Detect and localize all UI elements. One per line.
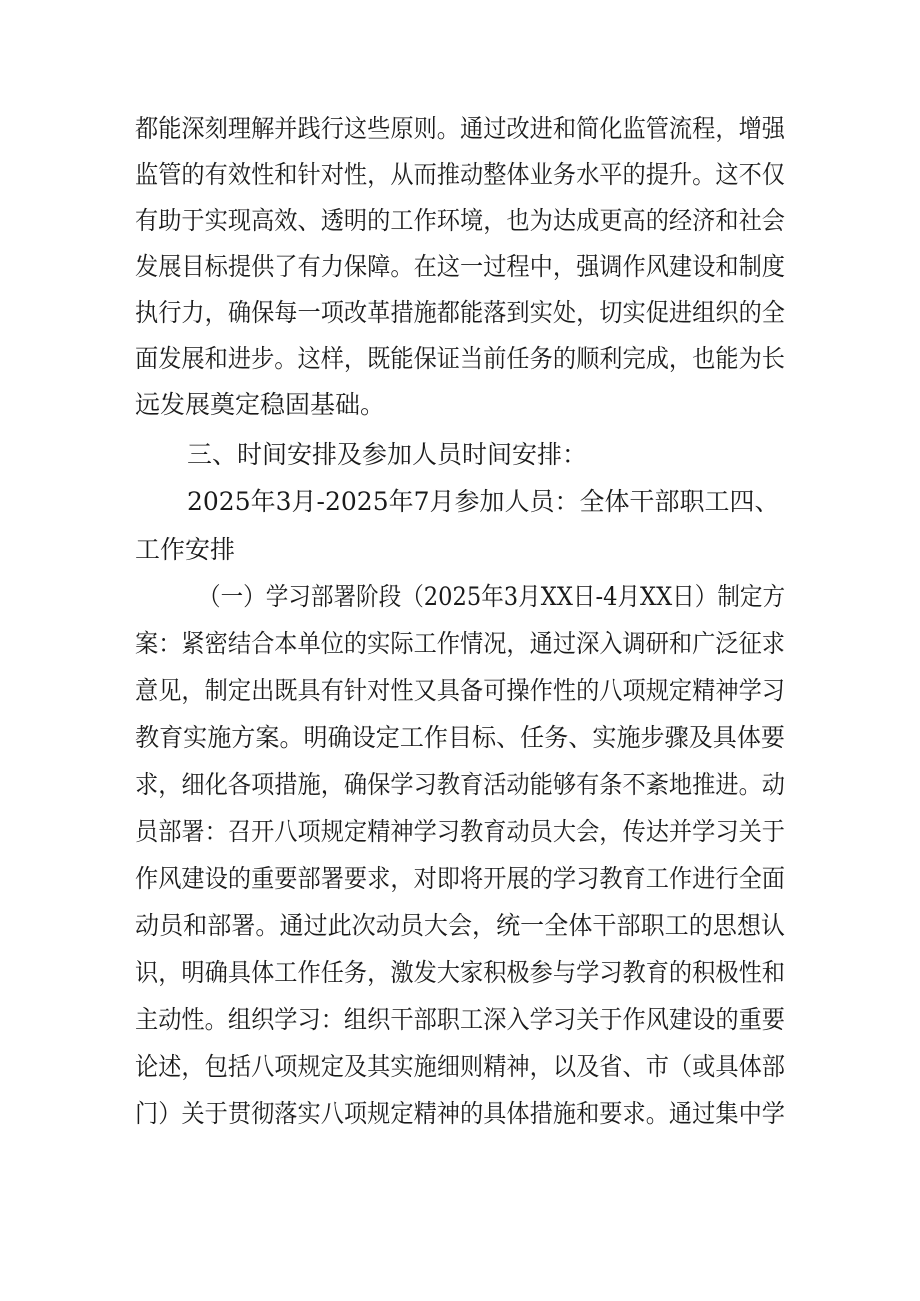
text-line: 面发展和进步。这样，既能保证当前任务的顺利完成，也能为长	[135, 344, 786, 373]
text-line: 求，细化各项措施，确保学习教育活动能够有条不紊地推进。动	[135, 770, 786, 799]
text-line: 教育实施方案。明确设定工作目标、任务、实施步骤及具体要	[135, 723, 786, 752]
text-line: 主动性。组织学习：组织干部职工深入学习关于作风建设的重要	[135, 1005, 786, 1034]
text-line: 作风建设的重要部署要求，对即将开展的学习教育工作进行全面	[135, 864, 786, 893]
text-line: 意见，制定出既具有针对性又具备可操作性的八项规定精神学习	[135, 676, 786, 705]
text-line: 门）关于贯彻落实八项规定精神的具体措施和要求。通过集中学	[135, 1099, 786, 1128]
text-line: 案：紧密结合本单位的实际工作情况，通过深入调研和广泛征求	[135, 629, 786, 658]
text-line: 员部署：召开八项规定精神学习教育动员大会，传达并学习关于	[135, 817, 786, 846]
text-line: 识，明确具体工作任务，激发大家积极参与学习教育的积极性和	[135, 958, 786, 987]
text-line: 都能深刻理解并践行这些原则。通过改进和简化监管流程，增强	[135, 114, 786, 143]
text-line: 动员和部署。通过此次动员大会，统一全体干部职工的思想认	[135, 911, 786, 940]
text-line: 发展目标提供了有力保障。在这一过程中，强调作风建设和制度	[135, 252, 786, 281]
text-line: 远发展奠定稳固基础。	[135, 390, 386, 419]
section-heading: 三、时间安排及参加人员时间安排：	[187, 440, 588, 469]
text-line: 执行力，确保每一项改革措施都能落到实处，切实促进组织的全	[135, 298, 786, 327]
schedule-line: 2025年3月-2025年7月参加人员：全体干部职工四、	[187, 487, 780, 516]
subsection-heading: 工作安排	[135, 535, 236, 564]
text-line: 有助于实现高效、透明的工作环境，也为达成更高的经济和社会	[135, 206, 786, 235]
text-line: （一）学习部署阶段（2025年3月XX日-4月XX日）制定方	[198, 582, 786, 611]
text-line: 监管的有效性和针对性，从而推动整体业务水平的提升。这不仅	[135, 160, 786, 189]
text-line: 论述，包括八项规定及其实施细则精神，以及省、市（或具体部	[135, 1052, 786, 1081]
